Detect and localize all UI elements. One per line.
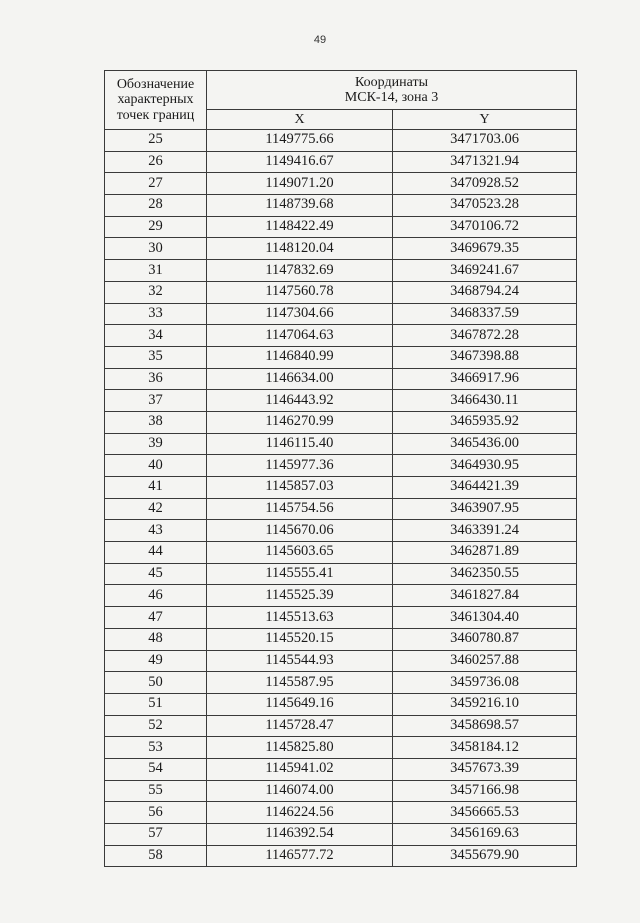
y-coordinate-cell: 3461827.84 xyxy=(393,585,577,607)
y-coordinate-cell: 3455679.90 xyxy=(393,845,577,867)
x-coordinate-cell: 1146270.99 xyxy=(207,411,393,433)
x-coordinate-cell: 1145555.41 xyxy=(207,563,393,585)
table-row xyxy=(105,693,577,715)
point-number-cell: 41 xyxy=(105,477,207,499)
table-body xyxy=(105,130,577,867)
x-coordinate-cell: 1149775.66 xyxy=(207,130,393,152)
x-coordinate-cell: 1145825.80 xyxy=(207,737,393,759)
table-row xyxy=(105,346,577,368)
point-number-cell: 49 xyxy=(105,650,207,672)
point-number-cell: 44 xyxy=(105,542,207,564)
point-number-cell: 31 xyxy=(105,260,207,282)
y-coordinate-cell: 3462871.89 xyxy=(393,542,577,564)
x-coordinate-cell: 1146074.00 xyxy=(207,780,393,802)
table-row xyxy=(105,173,577,195)
table-row xyxy=(105,455,577,477)
x-coordinate-cell: 1145977.36 xyxy=(207,455,393,477)
point-number-cell: 27 xyxy=(105,173,207,195)
point-number-cell: 40 xyxy=(105,455,207,477)
x-coordinate-cell: 1145525.39 xyxy=(207,585,393,607)
point-number-cell: 52 xyxy=(105,715,207,737)
y-coordinate-cell: 3467872.28 xyxy=(393,325,577,347)
x-coordinate-cell: 1145754.56 xyxy=(207,498,393,520)
point-number-cell: 25 xyxy=(105,130,207,152)
x-column-header: X xyxy=(207,110,393,130)
point-number-cell: 26 xyxy=(105,151,207,173)
x-coordinate-cell: 1147064.63 xyxy=(207,325,393,347)
x-coordinate-cell: 1145544.93 xyxy=(207,650,393,672)
x-coordinate-cell: 1147304.66 xyxy=(207,303,393,325)
page-number: 49 xyxy=(313,34,327,46)
point-number-cell: 54 xyxy=(105,758,207,780)
table-row xyxy=(105,281,577,303)
x-coordinate-cell: 1145857.03 xyxy=(207,477,393,499)
table-row xyxy=(105,650,577,672)
x-coordinate-cell: 1145603.65 xyxy=(207,542,393,564)
x-coordinate-cell: 1149416.67 xyxy=(207,151,393,173)
coordinates-title: Координаты xyxy=(355,74,428,90)
y-coordinate-cell: 3463907.95 xyxy=(393,498,577,520)
x-coordinate-cell: 1146840.99 xyxy=(207,346,393,368)
point-number-cell: 38 xyxy=(105,411,207,433)
table-row xyxy=(105,780,577,802)
x-coordinate-cell: 1148422.49 xyxy=(207,216,393,238)
x-coordinate-cell: 1145513.63 xyxy=(207,607,393,629)
y-coordinate-cell: 3459736.08 xyxy=(393,672,577,694)
point-number-cell: 34 xyxy=(105,325,207,347)
table-row xyxy=(105,498,577,520)
y-coordinate-cell: 3464930.95 xyxy=(393,455,577,477)
table-row xyxy=(105,216,577,238)
point-number-cell: 57 xyxy=(105,824,207,846)
point-header-line-1: Обозначение xyxy=(116,76,195,92)
x-coordinate-cell: 1145649.16 xyxy=(207,693,393,715)
y-coordinate-cell: 3470523.28 xyxy=(393,195,577,217)
table-row xyxy=(105,802,577,824)
x-coordinate-cell: 1145520.15 xyxy=(207,628,393,650)
coordinates-table xyxy=(104,70,577,867)
x-coordinate-cell: 1145941.02 xyxy=(207,758,393,780)
table-row xyxy=(105,824,577,846)
y-coordinate-cell: 3469679.35 xyxy=(393,238,577,260)
x-coordinate-cell: 1148120.04 xyxy=(207,238,393,260)
x-coordinate-cell: 1146634.00 xyxy=(207,368,393,390)
y-coordinate-cell: 3458184.12 xyxy=(393,737,577,759)
x-coordinate-cell: 1147832.69 xyxy=(207,260,393,282)
table-row xyxy=(105,303,577,325)
point-number-cell: 51 xyxy=(105,693,207,715)
table-row xyxy=(105,758,577,780)
table-row xyxy=(105,390,577,412)
point-number-cell: 32 xyxy=(105,281,207,303)
point-number-cell: 33 xyxy=(105,303,207,325)
table-row xyxy=(105,715,577,737)
point-number-cell: 47 xyxy=(105,607,207,629)
x-coordinate-cell: 1145728.47 xyxy=(207,715,393,737)
y-coordinate-cell: 3457673.39 xyxy=(393,758,577,780)
point-number-cell: 42 xyxy=(105,498,207,520)
x-coordinate-cell: 1145670.06 xyxy=(207,520,393,542)
table-row xyxy=(105,845,577,867)
table-row xyxy=(105,672,577,694)
table-row xyxy=(105,411,577,433)
point-designation-header xyxy=(105,71,207,130)
point-number-cell: 53 xyxy=(105,737,207,759)
point-number-cell: 55 xyxy=(105,780,207,802)
y-coordinate-cell: 3466430.11 xyxy=(393,390,577,412)
y-coordinate-cell: 3456665.53 xyxy=(393,802,577,824)
y-coordinate-cell: 3469241.67 xyxy=(393,260,577,282)
point-number-cell: 56 xyxy=(105,802,207,824)
y-coordinate-cell: 3458698.57 xyxy=(393,715,577,737)
y-coordinate-cell: 3461304.40 xyxy=(393,607,577,629)
table-row xyxy=(105,368,577,390)
table-row xyxy=(105,195,577,217)
point-number-cell: 39 xyxy=(105,433,207,455)
y-coordinate-cell: 3471703.06 xyxy=(393,130,577,152)
y-coordinate-cell: 3468794.24 xyxy=(393,281,577,303)
x-coordinate-cell: 1149071.20 xyxy=(207,173,393,195)
x-coordinate-cell: 1146392.54 xyxy=(207,824,393,846)
y-coordinate-cell: 3467398.88 xyxy=(393,346,577,368)
table-row xyxy=(105,433,577,455)
y-coordinate-cell: 3464421.39 xyxy=(393,477,577,499)
table-row xyxy=(105,542,577,564)
table-header xyxy=(105,71,577,130)
table-row xyxy=(105,628,577,650)
table-row xyxy=(105,325,577,347)
y-coordinate-cell: 3466917.96 xyxy=(393,368,577,390)
y-coordinate-cell: 3465935.92 xyxy=(393,411,577,433)
table-row xyxy=(105,260,577,282)
y-coordinate-cell: 3459216.10 xyxy=(393,693,577,715)
y-coordinate-cell: 3456169.63 xyxy=(393,824,577,846)
table-row xyxy=(105,130,577,152)
table-row xyxy=(105,477,577,499)
x-coordinate-cell: 1146115.40 xyxy=(207,433,393,455)
y-coordinate-cell: 3460257.88 xyxy=(393,650,577,672)
y-coordinate-cell: 3460780.87 xyxy=(393,628,577,650)
y-coordinate-cell: 3470106.72 xyxy=(393,216,577,238)
y-coordinate-cell: 3468337.59 xyxy=(393,303,577,325)
coordinates-header xyxy=(207,71,577,110)
x-coordinate-cell: 1148739.68 xyxy=(207,195,393,217)
y-coordinate-cell: 3471321.94 xyxy=(393,151,577,173)
y-coordinate-cell: 3462350.55 xyxy=(393,563,577,585)
point-number-cell: 50 xyxy=(105,672,207,694)
point-number-cell: 45 xyxy=(105,563,207,585)
table-row xyxy=(105,238,577,260)
y-coordinate-cell: 3457166.98 xyxy=(393,780,577,802)
x-coordinate-cell: 1146443.92 xyxy=(207,390,393,412)
table-row xyxy=(105,563,577,585)
table-row xyxy=(105,737,577,759)
y-coordinate-cell: 3463391.24 xyxy=(393,520,577,542)
table-row xyxy=(105,151,577,173)
table-row xyxy=(105,607,577,629)
point-number-cell: 48 xyxy=(105,628,207,650)
x-coordinate-cell: 1146577.72 xyxy=(207,845,393,867)
table-row xyxy=(105,520,577,542)
point-number-cell: 43 xyxy=(105,520,207,542)
coordinate-system: МСК-14, зона 3 xyxy=(344,90,439,105)
point-header-line-2: характерных xyxy=(117,92,194,108)
point-number-cell: 36 xyxy=(105,368,207,390)
x-coordinate-cell: 1146224.56 xyxy=(207,802,393,824)
point-header-line-3: точек границ xyxy=(116,107,195,123)
y-coordinate-cell: 3470928.52 xyxy=(393,173,577,195)
y-column-header: Y xyxy=(393,110,577,130)
x-coordinate-cell: 1147560.78 xyxy=(207,281,393,303)
y-coordinate-cell: 3465436.00 xyxy=(393,433,577,455)
point-number-cell: 29 xyxy=(105,216,207,238)
point-number-cell: 37 xyxy=(105,390,207,412)
point-number-cell: 46 xyxy=(105,585,207,607)
point-number-cell: 35 xyxy=(105,346,207,368)
point-number-cell: 28 xyxy=(105,195,207,217)
point-number-cell: 58 xyxy=(105,845,207,867)
point-number-cell: 30 xyxy=(105,238,207,260)
x-coordinate-cell: 1145587.95 xyxy=(207,672,393,694)
table-row xyxy=(105,585,577,607)
